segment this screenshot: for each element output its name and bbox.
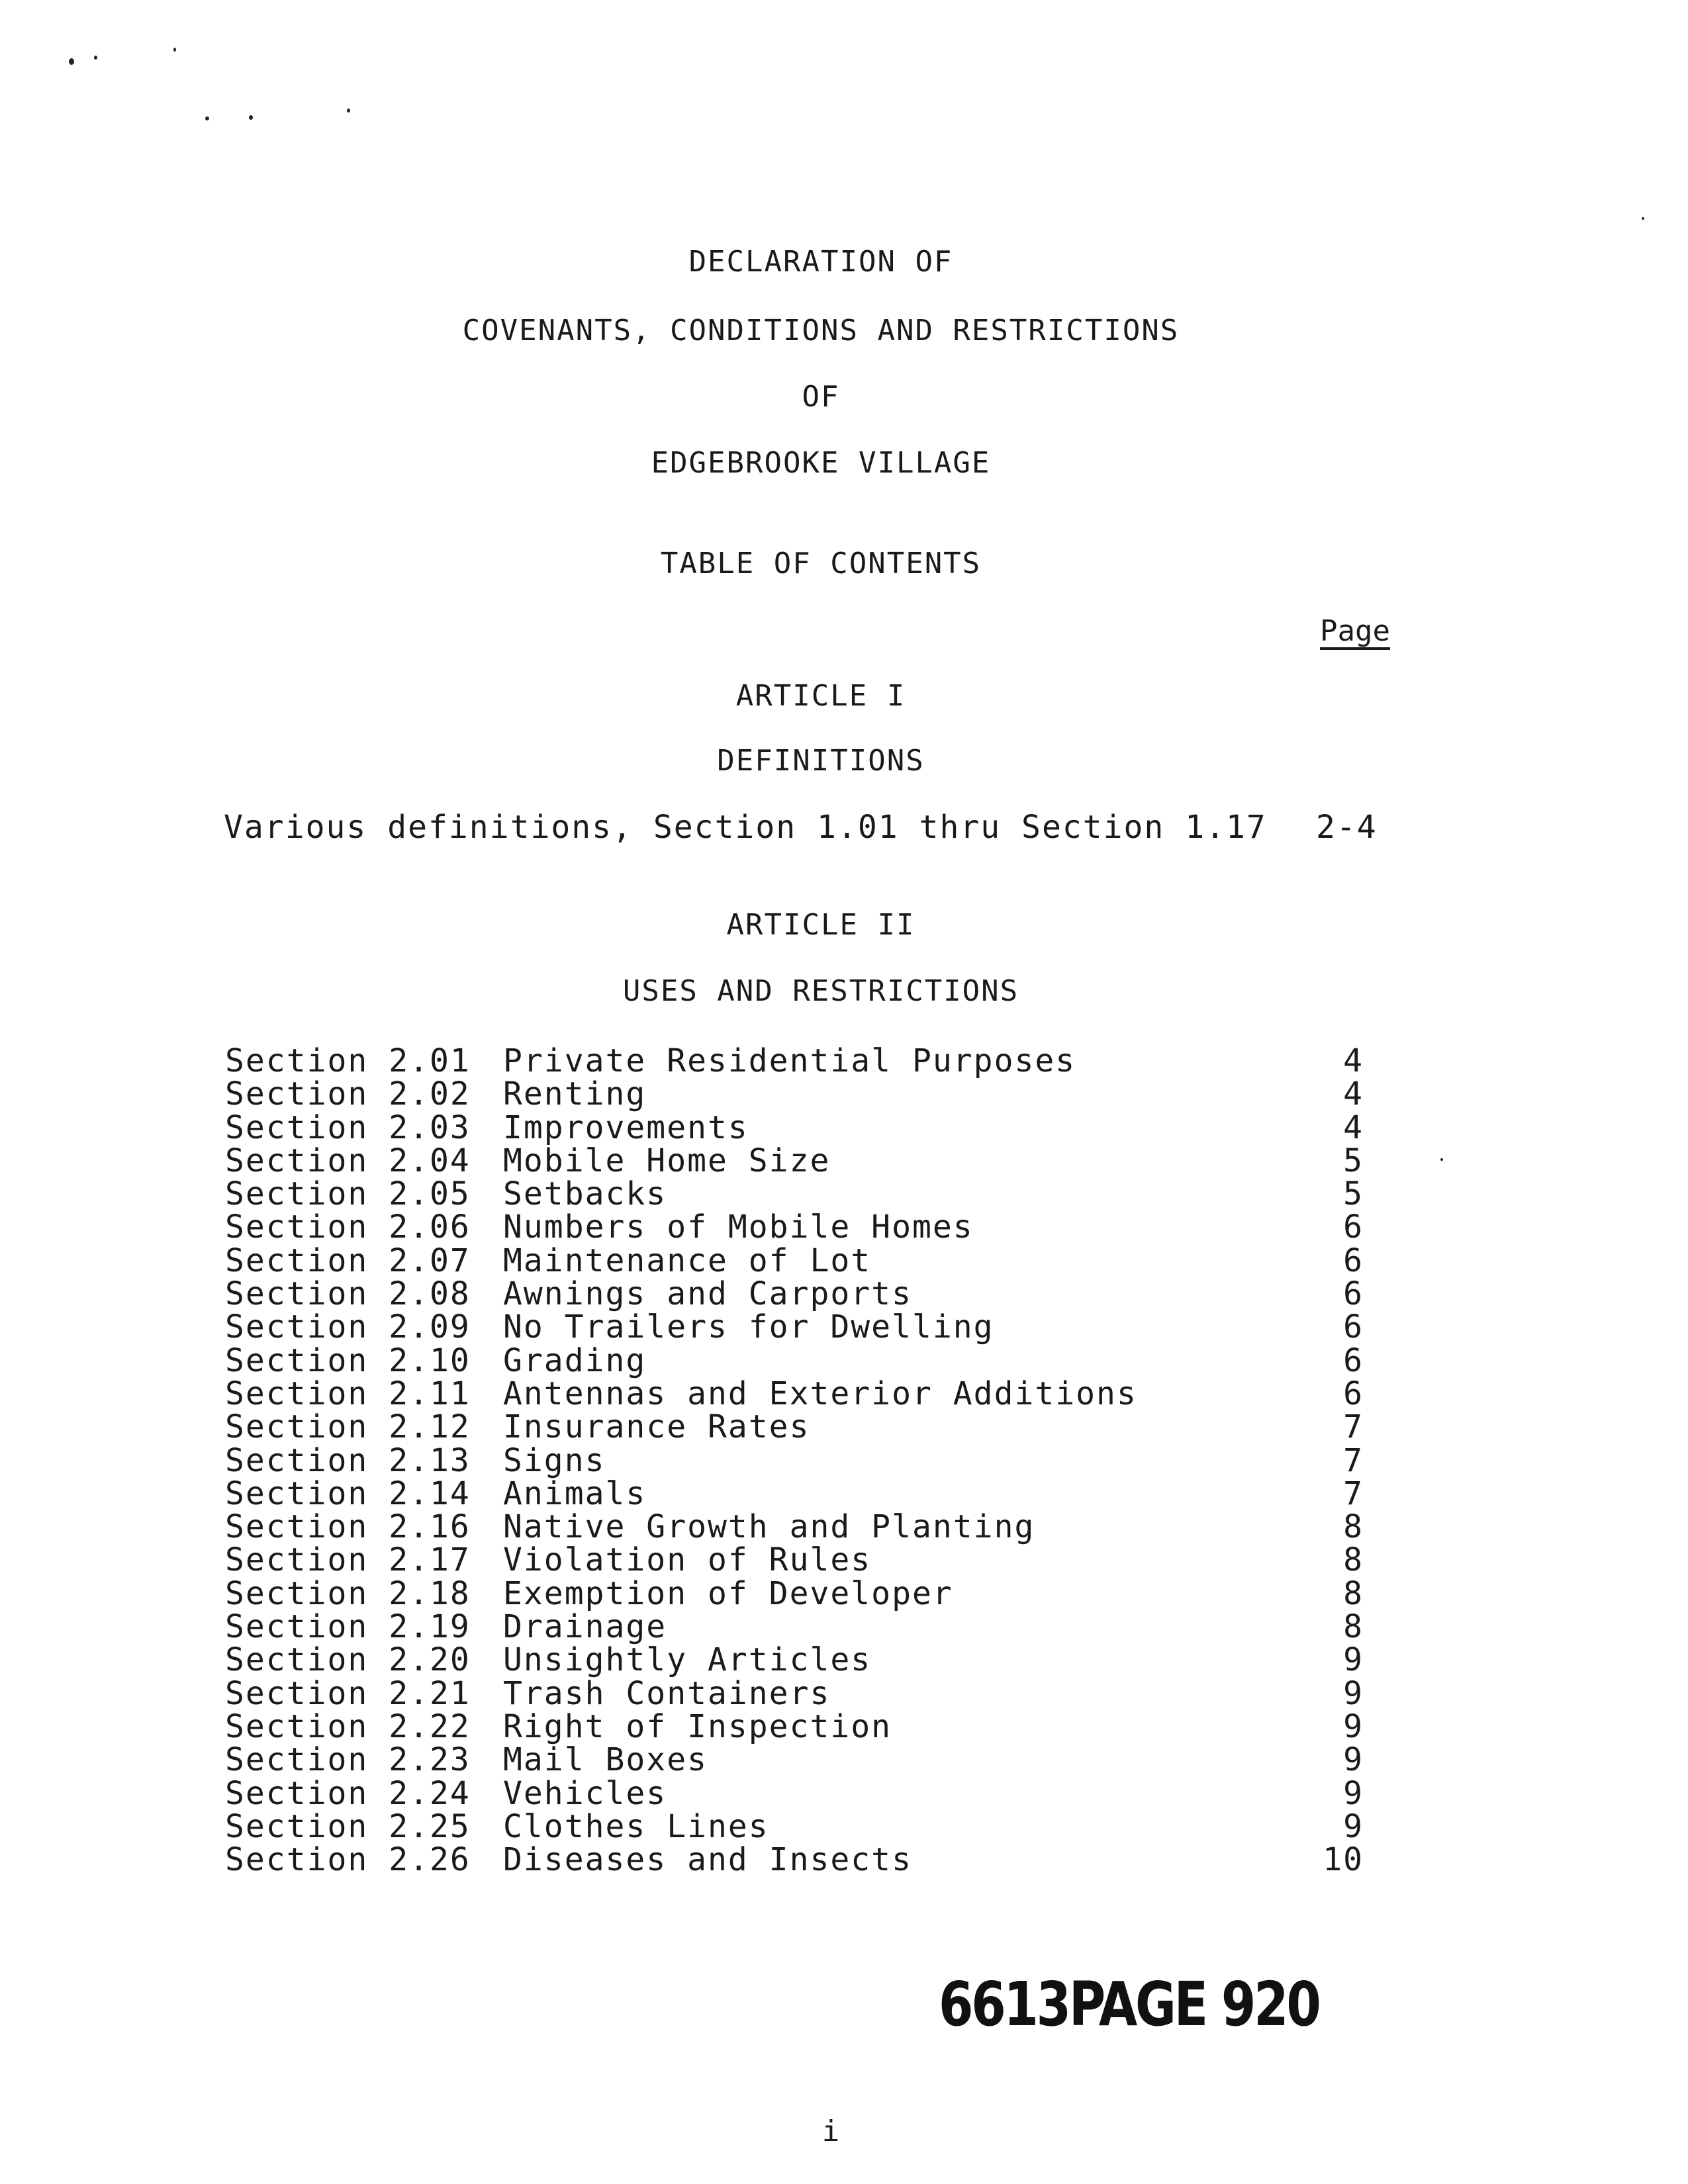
toc-row: [225, 1707, 1364, 1745]
toc-section-number: Section 2.10: [225, 1342, 471, 1379]
toc-section-number: Section 2.22: [225, 1707, 471, 1745]
toc-page-number: 4: [1343, 1075, 1364, 1113]
toc-page-number: 5: [1343, 1142, 1364, 1179]
article-2-heading: ARTICLE II: [726, 908, 915, 942]
toc-section-number: Section 2.11: [225, 1375, 471, 1412]
article-1-subheading: DEFINITIONS: [717, 744, 925, 778]
toc-row: [225, 1741, 1364, 1779]
toc-section-title: Violation of Rules: [503, 1541, 872, 1579]
toc-section-title: Right of Inspection: [503, 1707, 892, 1745]
scan-speck: [69, 58, 74, 65]
toc-section-title: Grading: [503, 1342, 647, 1379]
toc-section-title: Insurance Rates: [503, 1408, 810, 1446]
title-line-covenants: COVENANTS, CONDITIONS AND RESTRICTIONS: [462, 314, 1180, 347]
toc-title: TABLE OF CONTENTS: [660, 547, 982, 580]
toc-section-title: Mobile Home Size: [503, 1142, 831, 1179]
toc-section-title: Awnings and Carports: [503, 1275, 912, 1313]
toc-row: [225, 1275, 1364, 1313]
scan-speck: [205, 116, 209, 120]
article-1-heading: ARTICLE I: [735, 679, 906, 713]
toc-row: [225, 1674, 1364, 1712]
toc-row: [225, 1042, 1364, 1079]
toc-page-number: 8: [1343, 1541, 1364, 1579]
toc-section-number: Section 2.01: [225, 1042, 471, 1079]
toc-section-number: Section 2.20: [225, 1641, 471, 1679]
toc-row: [225, 1774, 1364, 1812]
toc-section-number: Section 2.09: [225, 1308, 471, 1346]
toc-page-number: 6: [1343, 1375, 1364, 1412]
toc-section-title: Vehicles: [503, 1774, 667, 1812]
toc-page-number: 6: [1343, 1208, 1364, 1246]
toc-section-title: Renting: [503, 1075, 647, 1113]
toc-row: [225, 1574, 1364, 1612]
toc-section-title: Clothes Lines: [503, 1807, 769, 1845]
article-2-subheading: USES AND RESTRICTIONS: [622, 974, 1019, 1008]
toc-section-number: Section 2.03: [225, 1109, 471, 1146]
toc-section-number: Section 2.18: [225, 1574, 471, 1612]
toc-section-title: Numbers of Mobile Homes: [503, 1208, 974, 1246]
toc-section-title: Diseases and Insects: [503, 1841, 912, 1879]
toc-row: [225, 1342, 1364, 1379]
scan-speck: [1642, 217, 1644, 220]
title-line-village: EDGEBROOKE VILLAGE: [651, 446, 991, 480]
toc-row: [225, 1608, 1364, 1646]
toc-section-number: Section 2.16: [225, 1508, 471, 1546]
toc-page-number: 9: [1343, 1674, 1364, 1712]
toc-row: [225, 1641, 1364, 1679]
toc-page-number: 8: [1343, 1508, 1364, 1546]
toc-section-title: Trash Containers: [503, 1674, 831, 1712]
toc-section-number: Section 2.25: [225, 1807, 471, 1845]
toc-section-number: Section 2.24: [225, 1774, 471, 1812]
toc-section-number: Section 2.21: [225, 1674, 471, 1712]
toc-section-title: Antennas and Exterior Additions: [503, 1375, 1137, 1412]
toc-page-number: 7: [1343, 1441, 1364, 1479]
toc-row: [225, 1375, 1364, 1412]
toc-page-number: 4: [1343, 1042, 1364, 1079]
toc-page-number: 9: [1343, 1641, 1364, 1679]
toc-row: [225, 1841, 1364, 1879]
toc-row: [225, 1508, 1364, 1546]
toc-section-title: Native Growth and Planting: [503, 1508, 1035, 1546]
toc-row: [225, 1242, 1364, 1279]
toc-page-number: 9: [1343, 1807, 1364, 1845]
toc-page-number: 9: [1343, 1741, 1364, 1779]
toc-section-number: Section 2.04: [225, 1142, 471, 1179]
toc-row: [225, 1441, 1364, 1479]
toc-section-number: Section 2.02: [225, 1075, 471, 1113]
toc-row: [225, 1541, 1364, 1579]
toc-row: [225, 1175, 1364, 1213]
toc-section-number: Section 2.23: [225, 1741, 471, 1779]
toc-row: [225, 1075, 1364, 1113]
toc-row: [225, 1408, 1364, 1446]
toc-page-number: 8: [1343, 1574, 1364, 1612]
toc-section-title: Improvements: [503, 1109, 749, 1146]
article-1-entry-page: 2-4: [1316, 809, 1378, 846]
toc-section-title: Maintenance of Lot: [503, 1242, 872, 1279]
toc-section-title: Mail Boxes: [503, 1741, 708, 1779]
toc-page-number: 8: [1343, 1608, 1364, 1646]
toc-section-number: Section 2.17: [225, 1541, 471, 1579]
folio-page-number: i: [821, 2115, 840, 2148]
toc-section-title: Drainage: [503, 1608, 667, 1646]
toc-page-number: 6: [1343, 1342, 1364, 1379]
toc-section-title: Animals: [503, 1475, 647, 1512]
toc-section-number: Section 2.05: [225, 1175, 471, 1213]
toc-row: [225, 1807, 1364, 1845]
toc-row: [225, 1208, 1364, 1246]
toc-page-number: 7: [1343, 1475, 1364, 1512]
toc-section-title: Private Residential Purposes: [503, 1042, 1076, 1079]
toc-section-number: Section 2.14: [225, 1475, 471, 1512]
toc-section-number: Section 2.12: [225, 1408, 471, 1446]
toc-row: [225, 1475, 1364, 1512]
scan-speck: [173, 48, 176, 52]
toc-page-number: 6: [1343, 1275, 1364, 1313]
toc-page-number: 7: [1343, 1408, 1364, 1446]
title-line-declaration: DECLARATION OF: [688, 245, 953, 279]
toc-section-title: No Trailers for Dwelling: [503, 1308, 994, 1346]
scan-speck: [1440, 1158, 1443, 1161]
toc-page-number: 5: [1343, 1175, 1364, 1213]
toc-section-number: Section 2.07: [225, 1242, 471, 1279]
scan-speck: [347, 109, 350, 113]
toc-page-number: 9: [1343, 1707, 1364, 1745]
toc-section-number: Section 2.08: [225, 1275, 471, 1313]
scan-speck: [94, 56, 97, 60]
toc-section-title: Signs: [503, 1441, 606, 1479]
recording-stamp: 6613PAGE 920: [939, 1969, 1319, 2040]
toc-page-number: 4: [1343, 1109, 1364, 1146]
toc-section-title: Unsightly Articles: [503, 1641, 872, 1679]
toc-page-number: 9: [1343, 1774, 1364, 1812]
toc-row: [225, 1109, 1364, 1146]
toc-section-number: Section 2.19: [225, 1608, 471, 1646]
title-line-of: OF: [802, 380, 840, 414]
toc-row: [225, 1142, 1364, 1179]
toc-section-number: Section 2.13: [225, 1441, 471, 1479]
toc-section-title: Exemption of Developer: [503, 1574, 953, 1612]
article-2-toc-list: [225, 1042, 1364, 1879]
toc-section-number: Section 2.06: [225, 1208, 471, 1246]
scan-speck: [249, 115, 253, 120]
toc-row: [225, 1308, 1364, 1346]
toc-section-title: Setbacks: [503, 1175, 667, 1213]
page-column-label: Page: [1320, 614, 1390, 648]
toc-page-number: 6: [1343, 1308, 1364, 1346]
article-1-entry-text: Various definitions, Section 1.01 thru Section 1.17: [224, 809, 1267, 846]
toc-section-number: Section 2.26: [225, 1841, 471, 1879]
toc-page-number: 10: [1323, 1841, 1364, 1879]
toc-page-number: 6: [1343, 1242, 1364, 1279]
